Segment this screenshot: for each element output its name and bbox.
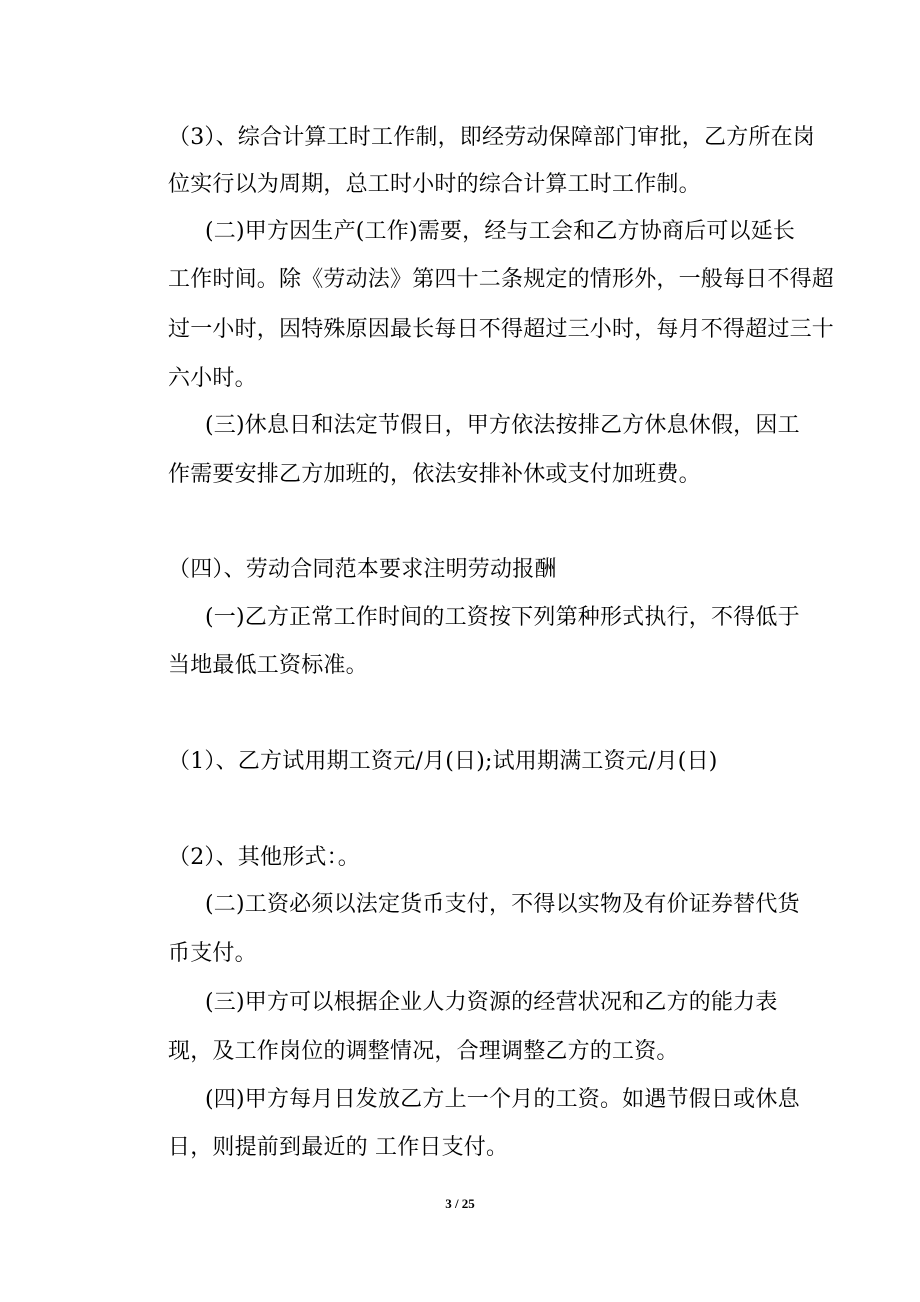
paragraph-line: (二)甲方因生产(工作)需要，经与工会和乙方协商后可以延长 (205, 219, 796, 244)
paragraph-line: (三)休息日和法定节假日，甲方依法按排乙方休息休假，因工 (205, 413, 800, 438)
section-heading: （四）、劳动合同范本要求注明劳动报酬 (168, 557, 557, 582)
paragraph-line: 六小时。 (168, 366, 257, 391)
paragraph-line: 作需要安排乙方加班的，依法安排补休或支付加班费。 (168, 462, 701, 487)
paragraph-line: 现，及工作岗位的调整情况，合理调整乙方的工资。 (168, 1039, 679, 1064)
paragraph-line: 当地最低工资标准。 (168, 653, 368, 678)
paragraph-line: （3）、综合计算工时工作制，即经劳动保障部门审批，乙方所在岗 (168, 125, 815, 150)
paragraph-line: 币支付。 (168, 941, 257, 966)
paragraph-line: (四)甲方每月日发放乙方上一个月的工资。如遇节假日或休息 (205, 1087, 800, 1112)
paragraph-line: （2）、其他形式：。 (168, 845, 360, 870)
paragraph-line: （1）、乙方试用期工资元/月(日);试用期满工资元/月(日) (168, 749, 718, 774)
paragraph-line: 位实行以为周期，总工时小时的综合计算工时工作制。 (168, 172, 701, 197)
paragraph-line: (三)甲方可以根据企业人力资源的经营状况和乙方的能力表 (205, 990, 778, 1015)
paragraph-line: 过一小时，因特殊原因最长每日不得超过三小时，每月不得超过三十 (168, 317, 835, 342)
paragraph-line: 日，则提前到最近的 工作日支付。 (168, 1135, 509, 1160)
paragraph-line: (一)乙方正常工作时间的工资按下列第种形式执行，不得低于 (205, 605, 800, 630)
paragraph-line: (二)工资必须以法定货币支付，不得以实物及有价证券替代货 (205, 892, 800, 917)
paragraph-line: 工作时间。除《劳动法》第四十二条规定的情形外，一般每日不得超 (168, 267, 835, 292)
page-number: 3 / 25 (445, 1196, 475, 1211)
